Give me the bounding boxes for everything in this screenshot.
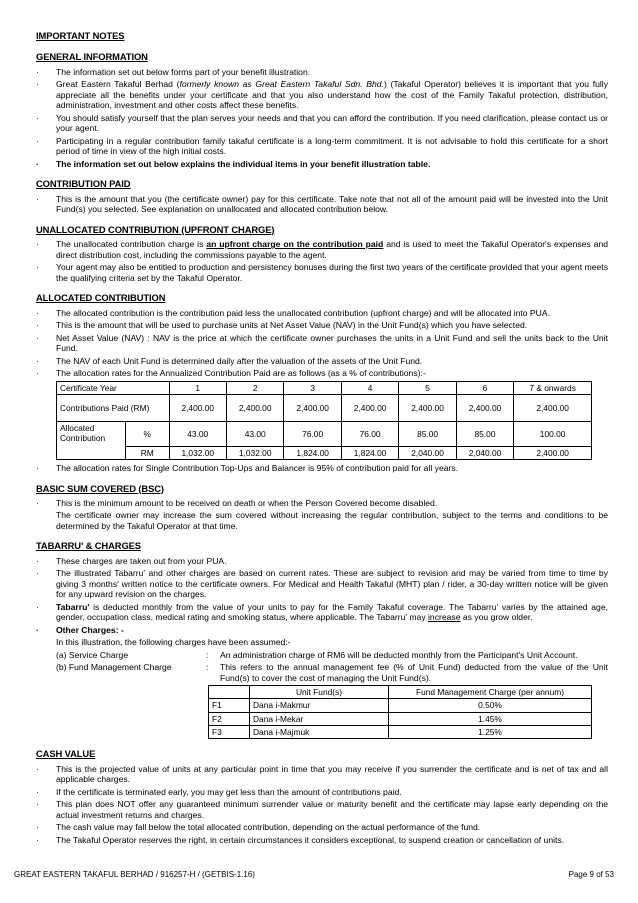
charge-value: An administration charge of RM6 will be deducted monthly from the Participant's Unit Account. bbox=[220, 649, 578, 660]
table-cell: 2,040.00 bbox=[456, 446, 513, 459]
list-item: · Great Eastern Takaful Berhad (formerly known as Great Eastern Takaful Sdn. Bhd.) (Takaful Operator) believes it is important that you fully appreciate all the benefits under your certificate and that you also understand how the cost of the Family Takaful protection, distribution, administration, investment and other costs affect these benefits. bbox=[36, 79, 608, 110]
table-row bbox=[209, 712, 592, 725]
table-cell: 43.00 bbox=[226, 421, 283, 446]
service-charge-row bbox=[56, 650, 608, 660]
list-item: · The allocation rates for Single Contribution Top-Ups and Balancer is 95% of contribution paid for all years. bbox=[36, 463, 608, 473]
table-cell: F2 bbox=[209, 712, 250, 725]
table-cell: 1 bbox=[169, 381, 226, 394]
list-item: The certificate owner may increase the sum covered without increasing the regular contribution, subject to the terms and conditions to be determined by the Takaful Operator at that time. bbox=[56, 510, 608, 531]
list-item: · If the certificate is terminated early, you may get less than the amount of contributions paid. bbox=[36, 787, 608, 797]
section-tabarru-charges bbox=[36, 540, 608, 739]
table-cell: 2 bbox=[226, 381, 283, 394]
table-row bbox=[209, 725, 592, 738]
table-cell: Dana i-Mekar bbox=[250, 712, 389, 725]
table-cell: 2,400.00 bbox=[514, 394, 592, 421]
table-cell: 85.00 bbox=[399, 421, 456, 446]
list-item: · The unallocated contribution charge is an upfront charge on the contribution paid and is used to meet the Takaful Operator's expenses and direct distribution cost, including the commissions payable to the agent. bbox=[36, 239, 608, 260]
table-cell: Unit Fund(s) bbox=[250, 686, 389, 699]
table-cell: F1 bbox=[209, 699, 250, 712]
list-item: · The information set out below explains the individual items in your benefit illustration table. bbox=[36, 159, 608, 169]
section-title: ALLOCATED CONTRIBUTION bbox=[36, 292, 166, 304]
table-cell: Fund Management Charge (per annum) bbox=[389, 686, 592, 699]
table-cell: 4 bbox=[341, 381, 398, 394]
table-cell: 1.25% bbox=[389, 725, 592, 738]
table-cell: 2,400.00 bbox=[169, 394, 226, 421]
table-cell: 2,400.00 bbox=[341, 394, 398, 421]
list-item: · The allocation rates for the Annualized Contribution Paid are as follows (as a % of contributions):- bbox=[36, 368, 608, 378]
table-cell: 1,824.00 bbox=[284, 446, 341, 459]
list-item: · Other Charges: - bbox=[36, 625, 608, 635]
table-cell: 2,400.00 bbox=[226, 394, 283, 421]
table-row bbox=[209, 686, 592, 699]
list-item: · This is the amount that you (the certificate owner) pay for this certificate. Take note that not all of the amount paid will be invested into the Unit Fund(s) you selected. See explanation on unallocated and allocated contribution below. bbox=[36, 194, 608, 215]
document-page bbox=[36, 30, 608, 854]
colon-separator: : bbox=[206, 662, 209, 673]
table-row bbox=[57, 394, 592, 421]
table-cell: Dana i-Majmuk bbox=[250, 725, 389, 738]
charge-label: (b) Fund Management Charge bbox=[56, 662, 172, 673]
list-item: · The cash value may fall below the total allocated contribution, depending on the actual performance of the fund. bbox=[36, 822, 608, 832]
section-basic-sum-covered bbox=[36, 483, 608, 532]
table-cell: 1.45% bbox=[389, 712, 592, 725]
table-cell bbox=[209, 686, 250, 699]
table-cell: 76.00 bbox=[284, 421, 341, 446]
section-title: TABARRU' & CHARGES bbox=[36, 540, 141, 552]
section-unallocated-contribution bbox=[36, 224, 608, 283]
list-item: · Tabarru' is deducted monthly from the value of your units to pay for the Family Takaful coverage. The Tabarru' varies by the attained age, gender, occupation class, medical rating and smoking status, where applicable. The Tabarru' may increase as you grow older. bbox=[36, 602, 608, 623]
table-cell: 76.00 bbox=[341, 421, 398, 446]
allocation-rate-table bbox=[56, 381, 592, 461]
list-item: · The illustrated Tabarru' and other charges are based on current rates. These are subject to revision and may be varied from time to time by giving 3 months' written notice to the certificate owners. For Medical and Health Takaful (MHT) plan / rider, a 30-day written notice will be given for any upward revision on the charges. bbox=[36, 568, 608, 599]
table-cell: 2,040.00 bbox=[399, 446, 456, 459]
list-item: · The information set out below forms part of your benefit illustration. bbox=[36, 67, 608, 77]
table-cell: 2,400.00 bbox=[456, 394, 513, 421]
table-cell: Allocated Contribution bbox=[57, 421, 126, 459]
page-footer bbox=[14, 870, 614, 880]
table-cell: 2,400.00 bbox=[284, 394, 341, 421]
table-cell: 1,032.00 bbox=[226, 446, 283, 459]
list-item: · This is the amount that will be used to purchase units at Net Asset Value (NAV) in the Unit Fund(s) which you have selected. bbox=[36, 320, 608, 330]
list-item: · You should satisfy yourself that the plan serves your needs and that you can afford the contribution. If you need clarification, please contact us or your agent. bbox=[36, 113, 608, 134]
table-cell: 43.00 bbox=[169, 421, 226, 446]
footer-company: GREAT EASTERN TAKAFUL BERHAD / 916257-H / (GETBIS-1.16) bbox=[14, 870, 255, 879]
table-row bbox=[57, 421, 592, 446]
list-item: · Net Asset Value (NAV) : NAV is the price at which the certificate owner purchases the units in a Unit Fund and sell the units back to the Unit Fund. bbox=[36, 333, 608, 354]
section-title: UNALLOCATED CONTRIBUTION (UPFRONT CHARGE) bbox=[36, 223, 275, 235]
table-cell: 3 bbox=[284, 381, 341, 394]
fund-management-charge-table bbox=[208, 685, 592, 739]
section-title: CONTRIBUTION PAID bbox=[36, 178, 131, 190]
section-title: BASIC SUM COVERED (BSC) bbox=[36, 482, 164, 494]
charge-label: (a) Service Charge bbox=[56, 649, 129, 660]
list-item: · The Takaful Operator reserves the right, in certain circumstances it considers exceptional, to suspend creation or cancellation of units. bbox=[36, 835, 608, 845]
table-cell: 2,400.00 bbox=[514, 446, 592, 459]
table-cell: 1,032.00 bbox=[169, 446, 226, 459]
table-cell: 2,400.00 bbox=[399, 394, 456, 421]
table-cell: 85.00 bbox=[456, 421, 513, 446]
page-number: Page 9 of 53 bbox=[568, 870, 614, 879]
list-item: · Participating in a regular contribution family takaful certificate is a long-term commitment. It is not advisable to hold this certificate for a short period of time in view of the high initial costs. bbox=[36, 136, 608, 157]
table-cell: RM bbox=[126, 446, 170, 459]
section-cash-value bbox=[36, 748, 608, 845]
table-cell: Contributions Paid (RM) bbox=[57, 394, 170, 421]
list-item: · This is the minimum amount to be received on death or when the Person Covered become disabled. bbox=[36, 498, 608, 508]
section-general-information bbox=[36, 51, 608, 169]
list-item: · This plan does NOT offer any guaranteed minimum surrender value or maturity benefit and the certificate may lapse early depending on the actual investment returns and charges. bbox=[36, 799, 608, 820]
list-item: · Your agent may also be entitled to production and persistency bonuses during the first two years of the certificate provided that your agent meets the qualifying criteria set by the Takaful Operator. bbox=[36, 262, 608, 283]
list-item: In this illustration, the following charges have been assumed:- bbox=[56, 637, 291, 648]
section-contribution-paid bbox=[36, 178, 608, 214]
section-title: GENERAL INFORMATION bbox=[36, 51, 148, 63]
table-cell: % bbox=[126, 421, 170, 446]
table-cell: F3 bbox=[209, 725, 250, 738]
list-item: · These charges are taken out from your PUA. bbox=[36, 556, 608, 566]
fund-management-charge-row bbox=[56, 662, 608, 683]
table-cell: 6 bbox=[456, 381, 513, 394]
list-item: · The allocated contribution is the contribution paid less the unallocated contribution (upfront charge) and will be allocated into PUA. bbox=[36, 308, 608, 318]
colon-separator: : bbox=[206, 649, 209, 660]
list-item: · This is the projected value of units at any particular point in time that you may receive if you surrender the certificate and is net of tax and all applicable charges. bbox=[36, 764, 608, 785]
charge-value: This refers to the annual management fee (% of Unit Fund) deducted from the value of the Unit Fund(s) to cover the cost of managing the Unit Fund(s). bbox=[220, 662, 608, 683]
list-item: · The NAV of each Unit Fund is determined daily after the valuation of the assets of the Unit Fund. bbox=[36, 356, 608, 366]
table-cell: Dana i-Makmur bbox=[250, 699, 389, 712]
table-cell: Certificate Year bbox=[57, 381, 170, 394]
table-row bbox=[57, 381, 592, 394]
table-cell: 100.00 bbox=[514, 421, 592, 446]
table-row bbox=[209, 699, 592, 712]
table-cell: 1,824.00 bbox=[341, 446, 398, 459]
section-allocated-contribution bbox=[36, 292, 608, 473]
page-heading: IMPORTANT NOTES bbox=[36, 30, 125, 41]
table-cell: 5 bbox=[399, 381, 456, 394]
section-title: CASH VALUE bbox=[36, 748, 96, 760]
table-cell: 0.50% bbox=[389, 699, 592, 712]
table-row bbox=[57, 446, 592, 459]
table-cell: 7 & onwards bbox=[514, 381, 592, 394]
